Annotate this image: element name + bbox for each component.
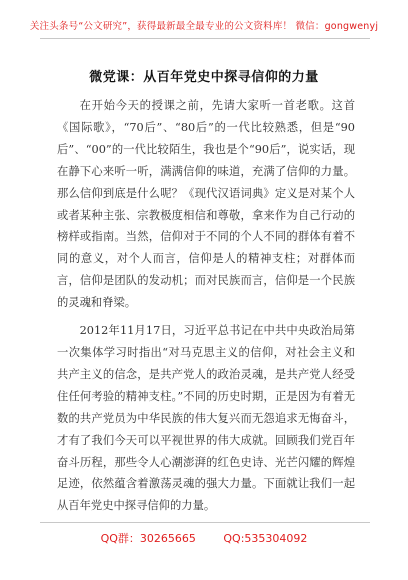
footer-divider — [40, 522, 370, 523]
paragraph: 2012年11月17日，习近平总书记在中共中央政治局第一次集体学习时指出“对马克思主义的信仰，对社会主义和共产主义的信念，是共产党人的政治灵魂，是共产党人经受住任何考验的精神支柱。”不同的历史时期，正是因为有着无数的共产党员为中华民族的伟大复兴而无怨追求无悔奋斗，才有了我们今天可以平视世界的伟大成就。回顾我们党百年奋斗历程，那些令人心潮澎湃的红色史诗、光芒闪耀的辉煌足迹，依然蕴含着激荡灵魂的强大力量。下面就让我们一起从百年党史中探寻信仰的力量。 — [57, 324, 355, 513]
page-header-banner: 关注头条号“公文研究”，获得最新最全最专业的公文资料库！ 微信：gongwenyj — [29, 21, 379, 32]
header-divider — [40, 38, 370, 39]
footer-qq: QQ:535304092 — [223, 532, 308, 545]
paragraph: 在开始今天的授课之前，先请大家听一首老歌。这首《国际歌》，“70后”、“80后”的一代比较熟悉，但是“90后”、“00”的一代比较陌生，我也是个“90后”，说实话，现在静下心来听一听，满满信仰的味道，充满了信仰的力量。那么信仰到底是什么呢？《现代汉语词典》定义是对某个人或者某种主张、宗教极度相信和尊敬，拿来作为自己行动的榜样或指南。当然，信仰对于不同的个人不同的群体有着不同的意义，对个人而言，信仰是人的精神支柱；对群体而言，信仰是团队的发动机；而对民族而言，信仰是一个民族的灵魂和脊梁。 — [57, 99, 355, 310]
page-footer — [0, 530, 408, 546]
document-body — [57, 95, 355, 517]
document-title: 微党课：从百年党史中探寻信仰的力量 — [89, 70, 319, 85]
footer-qq-group: QQ群：30265665 — [100, 532, 196, 545]
